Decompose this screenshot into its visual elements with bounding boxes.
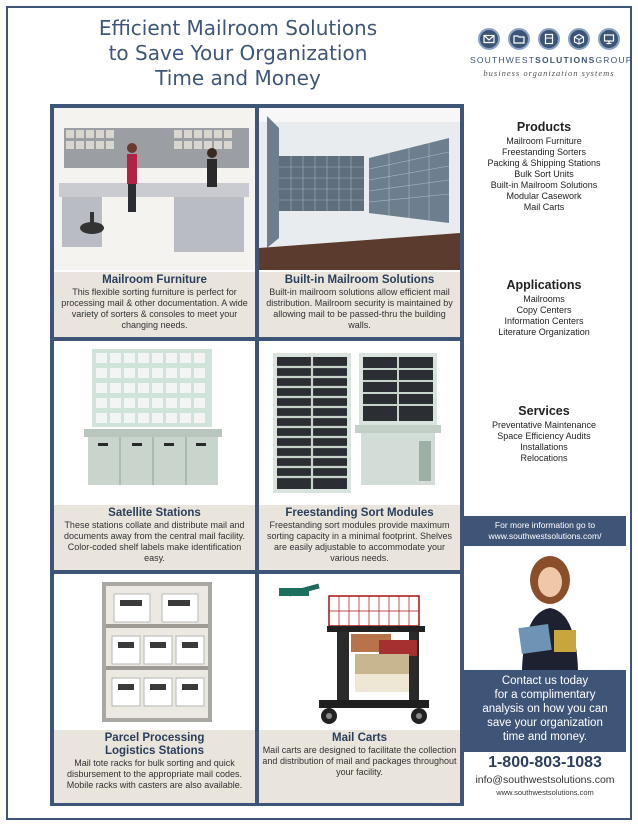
website-link[interactable]: www.southwestsolutions.com [496,788,594,797]
card-title: Satellite Stations [108,507,201,519]
caption-freestanding-sort-modules [259,505,460,570]
product-card-built-in-mailroom [259,108,460,337]
freestanding-sort-modules-photo [259,341,460,503]
services-item: Preventative Maintenance [491,420,597,430]
brand-name-part-2: SOLUTIONS [535,55,596,65]
card-title: Mail Carts [332,732,387,744]
folder-icon [508,28,530,50]
phone-number[interactable]: 1-800-803-1083 [488,754,602,771]
headline-line-2: to Save Your Organization [108,41,368,65]
services-item: Relocations [520,453,568,463]
built-in-mailroom-photo [259,108,460,270]
caption-built-in-mailroom [259,272,460,337]
applications-item: Copy Centers [516,305,572,315]
card-description: Mail tote racks for bulk sorting and quick disbursement to the appropriate mail codes. Mobile racks with casters are also available. [66,758,243,790]
cta-line: save your organization [487,717,603,729]
brand-logo [470,28,633,78]
card-description: Freestanding sort modules provide maximum sorting capacity in a minimal footprint. Shelves are easily adjustable to accommodate your various needs. [266,520,453,563]
monitor-icon [598,28,620,50]
package-icon [568,28,590,50]
caption-satellite-stations [54,505,255,570]
card-title: Mailroom Furniture [102,274,207,286]
cta-box [464,670,626,752]
caption-mail-carts [259,730,460,803]
product-card-freestanding-sort-modules [259,341,460,570]
email-address[interactable]: info@southwestsolutions.com [475,774,615,786]
product-card-mail-carts [259,574,460,803]
caption-mailroom-furniture [54,272,255,337]
flyer-page [6,6,632,820]
products-item: Packing & Shipping Stations [487,158,601,168]
cta-line: analysis on how you can [482,703,608,715]
mailroom-furniture-photo [54,108,255,270]
brand-name [470,55,633,65]
applications-section [464,278,624,338]
headline [68,16,408,91]
services-heading: Services [518,404,570,418]
services-item: Installations [520,442,568,452]
card-description: These stations collate and distribute mail and documents away from the central mail facility. Color-coded shelf labels make identification easy. [64,520,245,563]
satellite-stations-photo [54,341,255,503]
card-description: Mail carts are designed to facilitate the collection and distribution of mail and packages throughout your facility. [262,745,457,777]
more-info-text: For more information go to [494,520,596,530]
card-description: This flexible sorting furniture is perfect for processing mail & other documentation. A wide variety of sorters & consoles to meet your changing needs. [61,287,248,330]
mail-icon [478,28,500,50]
applications-item: Mailrooms [523,294,565,304]
headline-line-3: Time and Money [155,66,321,90]
card-title-line-2: Logistics Stations [104,745,205,757]
card-title: Built-in Mailroom Solutions [284,274,435,286]
caption-parcel-processing [54,730,255,803]
cta-line: for a complimentary [494,689,596,701]
card-description: Built-in mailroom solutions allow efficient mail distribution. Mailroom security is maintained by allowing mail to be passed-thru the building walls. [266,287,453,330]
products-heading: Products [516,120,572,134]
brand-name-part-3: GROUP [595,55,633,65]
products-item: Bulk Sort Units [514,169,574,179]
applications-heading: Applications [506,278,582,292]
services-item: Space Efficiency Audits [497,431,591,441]
product-grid [50,104,464,806]
brand-name-part-1: SOUTHWEST [470,55,536,65]
more-info-box [464,516,626,546]
products-item: Freestanding Sorters [501,147,587,157]
cta-line: Contact us today [501,675,589,687]
products-item: Built-in Mailroom Solutions [490,180,598,190]
applications-item: Information Centers [504,316,584,326]
products-item: Mail Carts [523,202,565,212]
card-title: Freestanding Sort Modules [285,507,434,519]
brand-icons [470,28,628,50]
product-card-parcel-processing [54,574,255,803]
applications-item: Literature Organization [498,327,590,337]
mail-carts-photo [259,574,460,728]
products-item: Modular Casework [506,191,582,201]
more-info-link[interactable]: www.southwestsolutions.com/ [488,531,602,541]
box-icon [538,28,560,50]
products-item: Mailroom Furniture [506,136,582,146]
representative-photo [464,550,626,670]
product-card-mailroom-furniture [54,108,255,337]
brand-tagline: business organization systems [483,68,615,78]
cta-line: time and money. [502,731,588,743]
card-title-line-1: Parcel Processing [104,732,205,744]
parcel-processing-photo [54,574,255,728]
headline-line-1: Efficient Mailroom Solutions [98,16,378,40]
product-card-satellite-stations [54,341,255,570]
products-section [464,120,624,213]
services-section [464,404,624,464]
